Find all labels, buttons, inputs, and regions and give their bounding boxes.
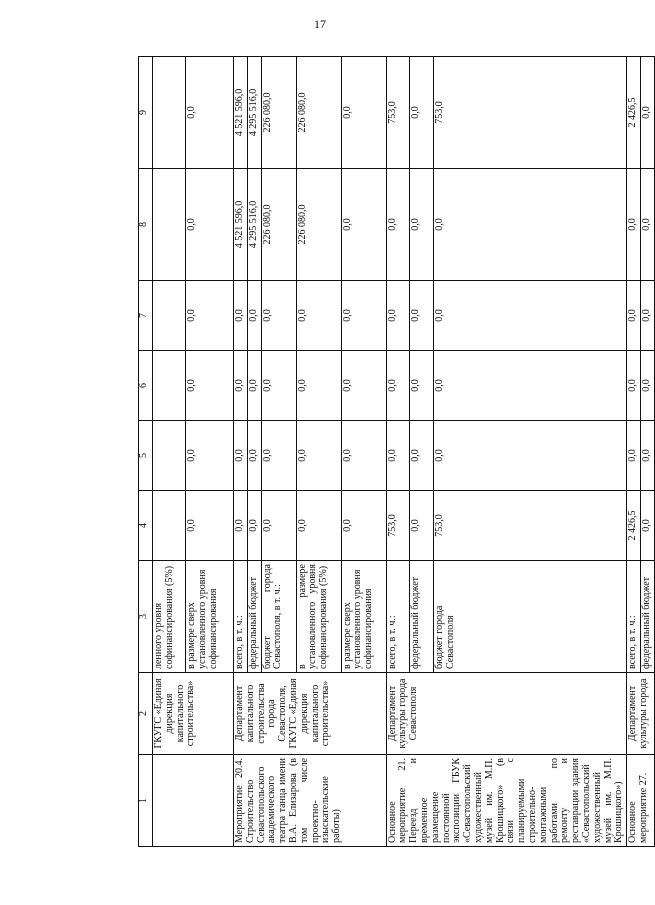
value-cell: 0,0 [410, 281, 434, 351]
value-cell: 0,0 [627, 421, 641, 491]
value-cell: 0,0 [261, 421, 296, 491]
funding-source: всего, в т. ч.: [627, 561, 641, 673]
value-cell: 0,0 [341, 281, 386, 351]
funding-source: всего, в т. ч.: [234, 561, 248, 673]
activity-name: Основное мероприятие 21. Переезд и временное размещение постоянной экспозиции ГБУК «Севастопольский художественный музей им. М.П. Крошицкого» (в связи с планируемыми строительно-монтажными работами по ремонту и реставрации здания «Севастопольский художественный музей им. М.П. Крошицкого») [386, 755, 627, 847]
value-cell: 753,0 [386, 491, 410, 561]
col-header: 4 [139, 491, 153, 561]
value-cell: 753,0 [434, 57, 627, 169]
value-cell [153, 281, 186, 351]
responsible-executor: ГКУГС «Единая дирекция капитального строительства» [153, 673, 234, 755]
col-header: 3 [139, 561, 153, 673]
value-cell: 0,0 [341, 421, 386, 491]
activity-name [153, 755, 234, 847]
responsible-executor: Департамент культуры города Севастополя [386, 673, 627, 755]
value-cell [153, 491, 186, 561]
activity-name: Основное мероприятие 27. [627, 755, 655, 847]
value-cell: 4 295 516,0 [247, 169, 261, 281]
value-cell: 0,0 [341, 57, 386, 169]
value-cell: 0,0 [261, 491, 296, 561]
value-cell: 4 521 596,0 [234, 169, 248, 281]
funding-source: федеральный бюджет [640, 561, 654, 673]
value-cell: 226 080,0 [261, 57, 296, 169]
value-cell: 0,0 [296, 491, 341, 561]
value-cell: 0,0 [640, 57, 654, 169]
value-cell: 4 521 596,0 [234, 57, 248, 169]
col-header: 6 [139, 351, 153, 421]
value-cell: 0,0 [247, 351, 261, 421]
value-cell: 0,0 [627, 351, 641, 421]
col-header: 1 [139, 755, 153, 847]
value-cell: 0,0 [341, 491, 386, 561]
col-header: 8 [139, 169, 153, 281]
value-cell: 0,0 [386, 421, 410, 491]
value-cell: 0,0 [186, 491, 234, 561]
value-cell: 0,0 [386, 281, 410, 351]
funding-source: федеральный бюджет [247, 561, 261, 673]
value-cell: 0,0 [640, 351, 654, 421]
table-row [627, 57, 641, 847]
responsible-executor: Департамент капитального строительства города Севастополя, ГКУГС «Единая дирекция капитального строительства» [234, 673, 387, 755]
activity-name: Мероприятие 20.4. Строительство Севастопольского академического театра танца имени В.А. Елизарова (в том числе проектно-изыскательские работы) [234, 755, 387, 847]
value-cell: 0,0 [261, 281, 296, 351]
value-cell: 0,0 [341, 351, 386, 421]
value-cell: 0,0 [234, 421, 248, 491]
funding-source: в размере установленного уровня софинансирования (5%) [296, 561, 341, 673]
value-cell: 0,0 [410, 491, 434, 561]
value-cell: 0,0 [386, 169, 410, 281]
value-cell: 2 426,5 [627, 491, 641, 561]
value-cell [153, 421, 186, 491]
value-cell: 0,0 [410, 169, 434, 281]
value-cell: 226 080,0 [296, 57, 341, 169]
value-cell: 0,0 [186, 169, 234, 281]
value-cell: 0,0 [296, 281, 341, 351]
responsible-executor: Департамент культуры города [627, 673, 655, 755]
value-cell: 0,0 [296, 421, 341, 491]
value-cell: 0,0 [640, 281, 654, 351]
value-cell: 226 080,0 [261, 169, 296, 281]
value-cell: 0,0 [434, 421, 627, 491]
col-header: 5 [139, 421, 153, 491]
value-cell: 0,0 [247, 491, 261, 561]
value-cell: 0,0 [434, 351, 627, 421]
value-cell: 4 295 516,0 [247, 57, 261, 169]
budget-table [138, 56, 655, 847]
rotated-table-page [138, 57, 654, 847]
value-cell: 0,0 [186, 351, 234, 421]
funding-source: ленного уровня софинансирования (5%) [153, 561, 186, 673]
value-cell: 0,0 [261, 351, 296, 421]
value-cell: 0,0 [386, 351, 410, 421]
col-header: 7 [139, 281, 153, 351]
value-cell: 753,0 [434, 491, 627, 561]
value-cell: 0,0 [434, 169, 627, 281]
col-header: 9 [139, 57, 153, 169]
value-cell: 0,0 [341, 169, 386, 281]
funding-source: в размере сверх установленного уровня софинансирования [186, 561, 234, 673]
value-cell: 226 080,0 [296, 169, 341, 281]
value-cell: 0,0 [627, 169, 641, 281]
value-cell: 0,0 [640, 491, 654, 561]
value-cell: 0,0 [434, 281, 627, 351]
table-row [153, 57, 186, 847]
value-cell: 2 426,5 [627, 57, 641, 169]
value-cell: 0,0 [234, 281, 248, 351]
funding-source: федеральный бюджет [410, 561, 434, 673]
value-cell: 0,0 [410, 57, 434, 169]
table-row [234, 57, 248, 847]
header-row [139, 57, 153, 847]
value-cell: 0,0 [234, 351, 248, 421]
funding-source: всего, в т. ч.: [386, 561, 410, 673]
value-cell: 0,0 [640, 169, 654, 281]
value-cell [153, 169, 186, 281]
table-row [386, 57, 410, 847]
value-cell: 0,0 [247, 281, 261, 351]
value-cell [153, 351, 186, 421]
value-cell: 0,0 [627, 281, 641, 351]
value-cell: 0,0 [186, 281, 234, 351]
page-number: 17 [314, 17, 326, 31]
value-cell: 753,0 [386, 57, 410, 169]
funding-source: бюджет города Севастополя [434, 561, 627, 673]
value-cell: 0,0 [410, 421, 434, 491]
value-cell [153, 57, 186, 169]
value-cell: 0,0 [186, 57, 234, 169]
value-cell: 0,0 [296, 351, 341, 421]
value-cell: 0,0 [640, 421, 654, 491]
funding-source: в размере сверх установленного уровня софинансирования [341, 561, 386, 673]
value-cell: 0,0 [247, 421, 261, 491]
value-cell: 0,0 [186, 421, 234, 491]
col-header: 2 [139, 673, 153, 755]
value-cell: 0,0 [234, 491, 248, 561]
funding-source: бюджет города Севастополя, в т. ч.: [261, 561, 296, 673]
value-cell: 0,0 [410, 351, 434, 421]
